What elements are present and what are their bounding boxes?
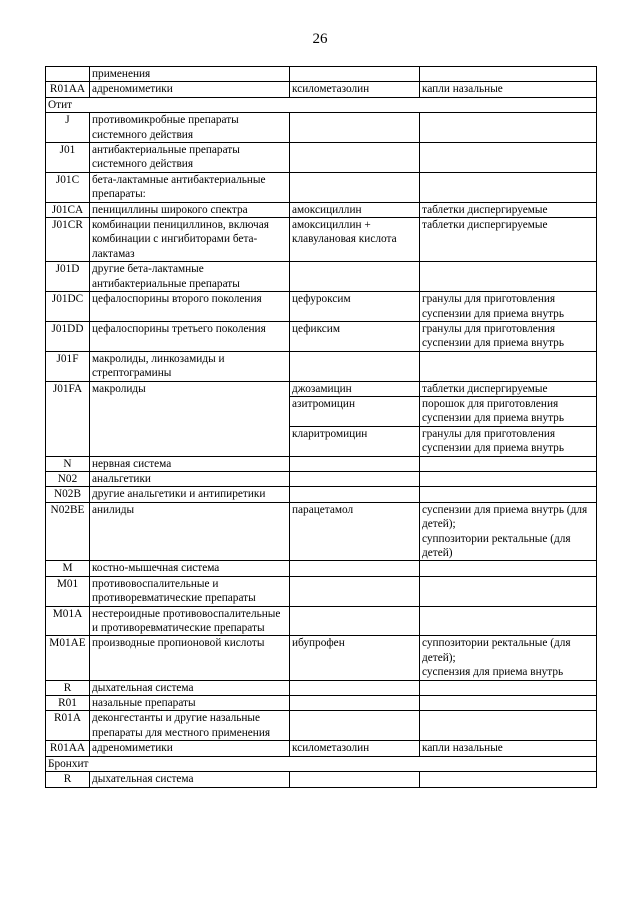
table-row [46,321,597,351]
atc-group-cell: адреномиметики [90,741,290,756]
atc-code-cell: R [46,680,90,695]
drug-name-cell [290,772,420,787]
dosage-form-cell: порошок для приготовления суспензии для приема внутрь [420,396,597,426]
atc-group-cell: анилиды [90,502,290,561]
table-row [46,351,597,381]
atc-code-cell: M01 [46,576,90,606]
atc-code-cell: R01AA [46,741,90,756]
drug-name-cell: ксилометазолин [290,741,420,756]
dosage-form-cell: капли назальные [420,82,597,97]
dosage-form-cell: гранулы для приготовления суспензии для приема внутрь [420,321,597,351]
atc-code-cell: J [46,113,90,143]
atc-code-cell: J01FA [46,381,90,456]
table-row [46,262,597,292]
atc-group-cell: производные пропионовой кислоты [90,636,290,680]
table-row [46,218,597,262]
section-row [46,756,597,771]
dosage-form-cell [420,772,597,787]
atc-code-cell: J01DC [46,292,90,322]
atc-code-cell: M01A [46,606,90,636]
atc-code-cell: J01C [46,172,90,202]
atc-group-cell: пенициллины широкого спектра [90,202,290,217]
drug-name-cell [290,351,420,381]
medication-table-body [46,67,597,788]
atc-group-cell: дыхательная система [90,772,290,787]
drug-name-cell: амоксициллин + клавулановая кислота [290,218,420,262]
dosage-form-cell [420,711,597,741]
atc-code-cell: J01DD [46,321,90,351]
atc-code-cell: J01D [46,262,90,292]
section-title: Отит [46,97,597,112]
section-title: Бронхит [46,756,597,771]
atc-code-cell: J01CA [46,202,90,217]
drug-name-cell [290,696,420,711]
atc-group-cell: применения [90,67,290,82]
drug-name-cell [290,262,420,292]
atc-group-cell: назальные препараты [90,696,290,711]
drug-name-cell: джозамицин [290,381,420,396]
atc-code-cell [46,67,90,82]
drug-name-cell [290,143,420,173]
atc-group-cell: противомикробные препараты системного действия [90,113,290,143]
dosage-form-cell: таблетки диспергируемые [420,202,597,217]
table-row [46,680,597,695]
atc-code-cell: J01 [46,143,90,173]
dosage-form-cell [420,606,597,636]
atc-group-cell: противовоспалительные и противоревматические препараты [90,576,290,606]
drug-name-cell: цефуроксим [290,292,420,322]
drug-name-cell: кларитромицин [290,426,420,456]
atc-code-cell: R01AA [46,82,90,97]
dosage-form-cell [420,680,597,695]
dosage-form-cell: гранулы для приготовления суспензии для приема внутрь [420,426,597,456]
atc-code-cell: R [46,772,90,787]
atc-group-cell: нервная система [90,456,290,471]
atc-group-cell: цефалоспорины второго поколения [90,292,290,322]
table-row [46,113,597,143]
drug-name-cell: ибупрофен [290,636,420,680]
drug-name-cell [290,680,420,695]
drug-name-cell [290,576,420,606]
page-number: 26 [312,31,328,47]
drug-name-cell [290,67,420,82]
table-row [46,561,597,576]
drug-name-cell [290,487,420,502]
drug-name-cell: ксилометазолин [290,82,420,97]
dosage-form-cell [420,351,597,381]
dosage-form-cell: суспензии для приема внутрь (для детей); суппозитории ректальные (для детей) [420,502,597,561]
medication-table [45,66,597,788]
atc-group-cell: макролиды [90,381,290,456]
drug-name-cell [290,113,420,143]
drug-name-cell: амоксициллин [290,202,420,217]
dosage-form-cell [420,113,597,143]
atc-group-cell: деконгестанты и другие назальные препараты для местного применения [90,711,290,741]
drug-name-cell [290,711,420,741]
table-row [46,487,597,502]
table-row [46,741,597,756]
section-row [46,97,597,112]
atc-group-cell: другие бета-лактамные антибактериальные препараты [90,262,290,292]
atc-group-cell: макролиды, линкозамиды и стрептограмины [90,351,290,381]
drug-name-cell [290,172,420,202]
atc-code-cell: R01A [46,711,90,741]
atc-group-cell: анальгетики [90,471,290,486]
atc-group-cell: антибактериальные препараты системного действия [90,143,290,173]
drug-name-cell: цефиксим [290,321,420,351]
dosage-form-cell [420,456,597,471]
atc-group-cell: дыхательная система [90,680,290,695]
table-row [46,606,597,636]
atc-group-cell: комбинации пенициллинов, включая комбинации с ингибиторами бета-лактамаз [90,218,290,262]
table-row [46,82,597,97]
dosage-form-cell [420,471,597,486]
table-row [46,202,597,217]
table-row [46,456,597,471]
drug-name-cell [290,561,420,576]
atc-group-cell: адреномиметики [90,82,290,97]
dosage-form-cell [420,487,597,502]
atc-code-cell: N02 [46,471,90,486]
atc-code-cell: M [46,561,90,576]
dosage-form-cell [420,262,597,292]
drug-name-cell: азитромицин [290,396,420,426]
table-row [46,502,597,561]
dosage-form-cell: таблетки диспергируемые [420,381,597,396]
atc-group-cell: другие анальгетики и антипиретики [90,487,290,502]
dosage-form-cell [420,67,597,82]
table-row [46,471,597,486]
atc-code-cell: N [46,456,90,471]
table-row [46,636,597,680]
dosage-form-cell: суппозитории ректальные (для детей); суспензия для приема внутрь [420,636,597,680]
atc-group-cell: нестероидные противовоспалительные и противоревматические препараты [90,606,290,636]
atc-code-cell: J01CR [46,218,90,262]
atc-group-cell: бета-лактамные антибактериальные препараты: [90,172,290,202]
atc-group-cell: цефалоспорины третьего поколения [90,321,290,351]
table-row [46,143,597,173]
table-row [46,172,597,202]
table-row [46,67,597,82]
atc-code-cell: J01F [46,351,90,381]
atc-group-cell: костно-мышечная система [90,561,290,576]
dosage-form-cell [420,576,597,606]
table-row [46,292,597,322]
dosage-form-cell [420,696,597,711]
dosage-form-cell: таблетки диспергируемые [420,218,597,262]
atc-code-cell: N02BE [46,502,90,561]
dosage-form-cell [420,561,597,576]
atc-code-cell: R01 [46,696,90,711]
atc-code-cell: N02B [46,487,90,502]
dosage-form-cell [420,172,597,202]
atc-code-cell: M01AE [46,636,90,680]
drug-name-cell: парацетамол [290,502,420,561]
table-row [46,576,597,606]
drug-name-cell [290,606,420,636]
table-row [46,696,597,711]
table-row [46,772,597,787]
table-row [46,711,597,741]
drug-name-cell [290,456,420,471]
table-row [46,381,597,396]
drug-name-cell [290,471,420,486]
dosage-form-cell: капли назальные [420,741,597,756]
dosage-form-cell [420,143,597,173]
dosage-form-cell: гранулы для приготовления суспензии для приема внутрь [420,292,597,322]
